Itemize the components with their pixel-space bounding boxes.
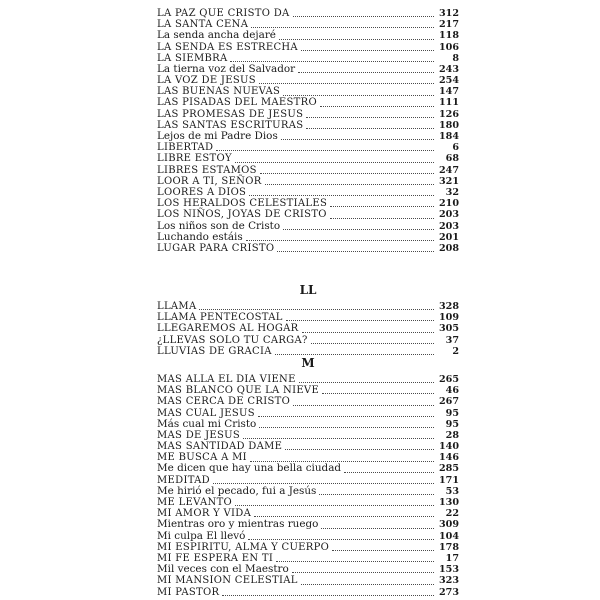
index-entry [157, 335, 459, 346]
entry-title: MAS CERCA DE CRISTO [157, 396, 291, 408]
dot-leader [322, 385, 434, 394]
entry-page-number: 178 [438, 541, 459, 553]
entry-page-number: 2 [452, 345, 459, 357]
dot-leader [320, 98, 434, 107]
dot-leader [277, 243, 434, 252]
dot-leader [258, 408, 434, 417]
dot-leader [216, 142, 434, 151]
entry-title: Más cual mi Cristo [157, 417, 257, 430]
index-section-l [157, 8, 459, 254]
entry-title: LLUVIAS DE GRACIA [157, 345, 272, 357]
entry-page-number: 8 [452, 52, 459, 64]
entry-page-number: 305 [438, 323, 459, 335]
dot-leader [306, 109, 434, 118]
dot-leader [199, 301, 434, 310]
entry-page-number: 254 [438, 75, 459, 87]
entry-page-number: 130 [438, 497, 459, 509]
index-entry [157, 75, 459, 86]
dot-leader [306, 120, 434, 129]
entry-title: La tierna voz del Salvador [157, 62, 296, 75]
entry-page-number: 111 [438, 97, 459, 109]
index-entry [157, 109, 459, 120]
index-entry [157, 374, 459, 385]
index-entry [157, 542, 459, 553]
entry-page-number: 153 [438, 564, 459, 576]
entry-title: LA PAZ QUE CRISTO DA [157, 7, 290, 19]
dot-leader [275, 346, 434, 355]
dot-leader [298, 64, 434, 73]
entry-page-number: 203 [438, 220, 459, 232]
entry-page-number: 203 [438, 209, 459, 221]
dot-leader [260, 165, 434, 174]
dot-leader [330, 210, 434, 219]
index-entry [157, 64, 459, 75]
index-entry [157, 232, 459, 243]
index-entry [157, 176, 459, 187]
entry-title: MI AMOR Y VIDA [157, 508, 252, 520]
index-entry [157, 564, 459, 575]
entry-title: LUGAR PARA CRISTO [157, 242, 275, 254]
index-entry [157, 312, 459, 323]
entry-page-number: 217 [438, 19, 459, 31]
index-entry [157, 209, 459, 220]
entry-page-number: 22 [445, 508, 459, 520]
entry-page-number: 312 [438, 7, 459, 19]
entry-title: MI ESPIRITU, ALMA Y CUERPO [157, 541, 330, 553]
entry-title: LLEGAREMOS AL HOGAR [157, 323, 299, 335]
index-entry [157, 419, 459, 430]
entry-title: Me dicen que hay una bella ciudad [157, 462, 342, 475]
entry-page-number: 95 [445, 418, 459, 430]
dot-leader [286, 312, 434, 321]
dot-leader [302, 324, 435, 333]
entry-title: La senda ancha dejaré [157, 29, 276, 42]
entry-title: Lejos de mi Padre Dios [157, 130, 278, 143]
entry-page-number: 328 [438, 300, 459, 312]
dot-leader [251, 19, 434, 28]
dot-leader [311, 335, 434, 344]
entry-page-number: 273 [438, 586, 459, 598]
entry-title: LLAMA PENTECOSTAL [157, 312, 283, 324]
index-entry [157, 131, 459, 142]
entry-title: LOS HERALDOS CELESTIALES [157, 198, 328, 210]
index-entry [157, 464, 459, 475]
entry-title: ME LEVANTO [157, 497, 233, 509]
entry-page-number: 180 [438, 119, 459, 131]
entry-page-number: 265 [438, 373, 459, 385]
index-entry [157, 86, 459, 97]
dot-leader [301, 42, 434, 51]
index-entry [157, 142, 459, 153]
entry-page-number: 184 [438, 131, 459, 143]
index-entry [157, 187, 459, 198]
dot-leader [235, 154, 434, 163]
entry-page-number: 104 [438, 530, 459, 542]
entry-title: MI MANSION CELESTIAL [157, 575, 298, 587]
section-heading-ll: LL [299, 283, 317, 297]
index-entry [157, 8, 459, 19]
dot-leader [246, 232, 434, 241]
dot-leader [259, 419, 434, 428]
entry-title: MAS CUAL JESUS [157, 407, 255, 419]
entry-title: LAS BUENAS NUEVAS [157, 86, 281, 98]
dot-leader [250, 453, 434, 462]
index-entry [157, 519, 459, 530]
entry-page-number: 106 [438, 41, 459, 53]
dot-leader [293, 397, 434, 406]
entry-page-number: 147 [438, 86, 459, 98]
entry-page-number: 32 [445, 186, 459, 198]
entry-title: MI FE ESPERA EN TI [157, 552, 274, 564]
dot-leader [344, 464, 434, 473]
dot-leader [249, 187, 434, 196]
dot-leader [248, 531, 434, 540]
index-entry [157, 98, 459, 109]
entry-page-number: 126 [438, 108, 459, 120]
entry-title: LLAMA [157, 300, 197, 312]
entry-title: MAS BLANCO QUE LA NIEVE [157, 385, 320, 397]
dot-leader [279, 31, 434, 40]
entry-page-number: 53 [445, 485, 459, 497]
dot-leader [319, 486, 434, 495]
entry-title: LIBERTAD [157, 142, 214, 154]
index-entry [157, 497, 459, 508]
entry-title: LA VOZ DE JESUS [157, 75, 256, 87]
index-entry [157, 575, 459, 586]
index-entry [157, 531, 459, 542]
index-entry [157, 396, 459, 407]
entry-title: LA SENDA ES ESTRECHA [157, 41, 298, 53]
entry-page-number: 243 [438, 63, 459, 75]
entry-title: LIBRES ESTAMOS [157, 164, 257, 176]
entry-title: MEDITAD [157, 474, 210, 486]
entry-title: Mil veces con el Maestro [157, 563, 289, 576]
entry-title: LAS PROMESAS DE JESUS [157, 108, 304, 120]
entry-title: LA SANTA CENA [157, 19, 249, 31]
index-entry [157, 42, 459, 53]
dot-leader [332, 542, 434, 551]
entry-title: ¿LLEVAS SOLO TU CARGA? [157, 334, 308, 346]
entry-page-number: 68 [445, 153, 459, 165]
dot-leader [301, 576, 434, 585]
index-section-ll [157, 282, 459, 357]
index-entry [157, 430, 459, 441]
entry-page-number: 46 [445, 385, 459, 397]
dot-leader [330, 198, 434, 207]
entry-title: MAS DE JESUS [157, 429, 241, 441]
dot-leader [230, 53, 434, 62]
index-entry [157, 385, 459, 396]
entry-title: Luchando estáis [157, 230, 243, 243]
entry-page-number: 6 [452, 142, 459, 154]
entry-page-number: 146 [438, 452, 459, 464]
entry-page-number: 267 [438, 396, 459, 408]
entry-page-number: 201 [438, 231, 459, 243]
dot-leader [243, 430, 434, 439]
index-entry [157, 301, 459, 312]
entry-title: Mientras oro y mientras ruego [157, 518, 319, 531]
dot-leader [283, 87, 434, 96]
entry-page-number: 208 [438, 242, 459, 254]
entry-title: LA SIEMBRA [157, 52, 228, 64]
dot-leader [213, 475, 434, 484]
dot-leader [235, 497, 434, 506]
entry-title: LOOR A TI, SEÑOR [157, 175, 262, 187]
entry-page-number: 118 [438, 30, 459, 42]
entry-page-number: 309 [438, 519, 459, 531]
dot-leader [276, 553, 434, 562]
index-entry [157, 165, 459, 176]
entry-title: MAS ALLA EL DIA VIENE [157, 373, 296, 385]
entry-page-number: 17 [445, 552, 459, 564]
entry-title: LOS NIÑOS, JOYAS DE CRISTO [157, 209, 327, 221]
entry-title: Los niños son de Cristo [157, 219, 281, 232]
index-entry [157, 323, 459, 334]
entry-title: Me hirió el pecado, fui a Jesús [157, 484, 317, 497]
index-entry [157, 441, 459, 452]
entry-title: LAS PISADAS DEL MAESTRO [157, 97, 317, 109]
entry-title: MAS SANTIDAD DAME [157, 441, 283, 453]
entry-title: ME BUSCA A MI [157, 452, 247, 464]
entry-page-number: 321 [438, 175, 459, 187]
entry-page-number: 323 [438, 575, 459, 587]
entry-page-number: 140 [438, 441, 459, 453]
entry-title: LOORES A DIOS [157, 186, 247, 198]
dot-leader [222, 587, 434, 596]
dot-leader [285, 441, 434, 450]
index-entry [157, 486, 459, 497]
section-heading-m: M [301, 356, 315, 370]
entry-title: LAS SANTAS ESCRITURAS [157, 119, 304, 131]
index-entry [157, 30, 459, 41]
index-entry [157, 243, 459, 254]
entry-title: MI PASTOR [157, 586, 220, 598]
entry-page-number: 247 [438, 164, 459, 176]
entry-page-number: 171 [438, 474, 459, 486]
dot-leader [299, 374, 434, 383]
entry-page-number: 28 [445, 429, 459, 441]
index-entry [157, 587, 459, 598]
entry-page-number: 210 [438, 198, 459, 210]
entry-title: Mi culpa El llevó [157, 529, 246, 542]
dot-leader [283, 221, 434, 230]
index-entry [157, 198, 459, 209]
entry-page-number: 109 [438, 312, 459, 324]
entry-page-number: 95 [445, 407, 459, 419]
entry-page-number: 37 [445, 334, 459, 346]
entry-page-number: 285 [438, 463, 459, 475]
index-section-m [157, 355, 459, 598]
dot-leader [321, 520, 434, 529]
dot-leader [254, 508, 434, 517]
dot-leader [259, 75, 434, 84]
entry-title: LIBRE ESTOY [157, 153, 232, 165]
dot-leader [292, 564, 434, 573]
dot-leader [293, 8, 434, 17]
dot-leader [265, 176, 434, 185]
index-entry [157, 153, 459, 164]
dot-leader [281, 131, 434, 140]
